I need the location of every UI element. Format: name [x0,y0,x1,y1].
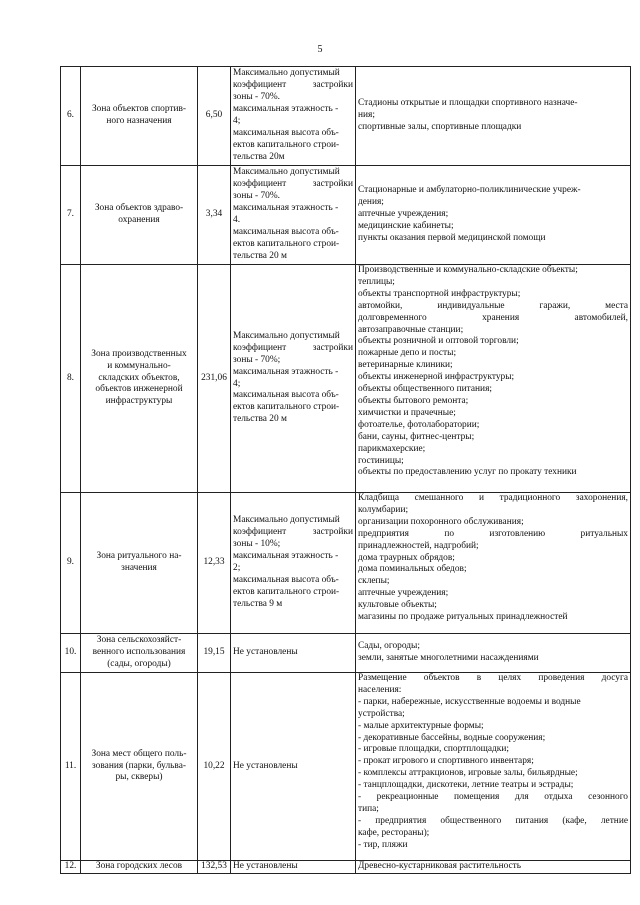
permitted-use-line: - парки, набережные, искусственные водоемы и водные [358,696,581,707]
parameter-line: максимальная этажность - [233,104,339,115]
parameter-line: Не установлены [233,760,298,771]
zone-parameters [231,634,356,673]
table-row [61,67,631,166]
row-number: 8. [61,265,81,493]
zone-name-line: складских объектов, [98,372,180,383]
permitted-use-line: аптечные учреждения; [358,588,449,599]
zone-name [81,67,198,166]
zone-name-line: Зона сельскохозяйст- [96,635,182,646]
permitted-use-line: - тир, пляжи [358,839,408,850]
permitted-use-line: Древесно-кустарниковая растительность [358,861,522,872]
table-row [61,166,631,265]
permitted-use-line: - комплексы аттракционов, игровые залы, бильярдные; [358,768,578,779]
row-number: 7. [61,166,81,265]
parameter-line: тельства 9 м [233,598,283,609]
zone-name [81,166,198,265]
parameter-line: коэффициент застройки [233,527,353,538]
parameter-line: ектов капитального строи- [233,402,340,413]
permitted-use-line: - декоративные бассейны, водные сооружения; [358,732,546,743]
zone-name-line: зования (парки, бульва- [92,760,186,771]
parameter-line: 2; [233,563,241,573]
zone-name-line: значения [121,563,157,573]
parameter-line: максимальная этажность - [233,551,339,562]
row-number: 11. [61,673,81,861]
permitted-use-line: объекты инженерной инфраструктуры; [358,372,515,383]
zone-name-line: Зона производственных [91,348,187,359]
parameter-line: 4; [233,116,241,126]
zone-parameters [231,673,356,861]
permitted-use-line: аптечные учреждения; [358,209,449,220]
zone-parameters [231,67,356,166]
parameter-line: зоны - 70%; [233,354,281,365]
parameter-line: Максимально допустимый [233,68,340,79]
parameter-line: ектов капитального строи- [233,586,340,597]
parameter-line: ектов капитального строи- [233,139,340,150]
permitted-use-line: - рекреационные помещения для отдыха сезонного [358,792,628,803]
permitted-uses [356,634,631,673]
table-row [61,634,631,673]
parameter-line: тельства 20 м [233,414,287,425]
table-row [61,493,631,634]
permitted-use-line: принадлежностей, надгробий; [358,540,479,551]
permitted-use-line: ния; [358,110,375,121]
permitted-use-line: - танцплощадки, дискотеки, летние театры и эстрады; [358,780,574,791]
permitted-use-line: бани, сауны, фитнес-центры; [358,431,475,442]
permitted-use-line: организации похоронного обслуживания; [358,516,524,527]
zones-table [60,66,631,874]
zone-name [81,493,198,634]
permitted-use-line: долговременного хранения автомобилей, [358,312,628,323]
permitted-use-line: дома траурных обрядов; [358,552,455,563]
parameter-line: зоны - 10%; [233,539,281,550]
parameter-line: Не установлены [233,861,298,872]
parameter-line: максимальная высота объ- [233,127,339,138]
zone-area: 19,15 [198,634,231,673]
parameter-line: 4; [233,378,241,389]
parameter-line: Максимально допустимый [233,330,340,341]
permitted-use-line: - малые архитектурные формы; [358,720,484,731]
zone-parameters [231,493,356,634]
parameter-line: коэффициент застройки [233,179,353,190]
zone-area: 231,06 [198,265,231,493]
zone-parameters [231,166,356,265]
parameter-line: Максимально допустимый [233,167,340,178]
permitted-use-line: Сады, огороды; [358,641,420,652]
permitted-use-line: культовые объекты; [358,600,437,611]
table-row [61,673,631,861]
zone-area: 12,33 [198,493,231,634]
permitted-use-line: - предприятия общественного питания (кафе, летние [358,815,628,826]
zone-area: 132,53 [198,861,231,874]
zone-parameters [231,265,356,493]
permitted-use-line: устройства; [358,708,405,719]
row-number: 6. [61,67,81,166]
zone-name-line: охранения [118,215,160,225]
permitted-use-line: земли, занятые многолетними насаждениями [358,653,539,663]
permitted-use-line: объекты бытового ремонта; [358,395,469,406]
permitted-use-line: теплицы; [358,276,395,287]
permitted-use-line: объекты по предоставлению услуг по прокату техники [358,467,577,478]
zone-name-line: объектов инженерной [95,384,183,395]
permitted-use-line: химчистки и прачечные; [358,407,456,418]
zone-area: 3,34 [198,166,231,265]
permitted-use-line: Стадионы открытые и площадки спортивного назначе- [358,98,578,109]
permitted-use-line: - игровые площадки, спортплощадки; [358,744,509,755]
permitted-uses [356,265,631,493]
zone-name-line: (сады, огороды) [107,658,171,669]
zone-area: 10,22 [198,673,231,861]
permitted-use-line: магазины по продаже ритуальных принадлежностей [358,612,568,623]
zone-parameters [231,861,356,874]
row-number: 9. [61,493,81,634]
zone-area: 6,50 [198,67,231,166]
permitted-use-line: типа; [358,803,379,814]
permitted-uses [356,166,631,265]
zone-name-line: Зона объектов спортив- [91,104,187,115]
permitted-use-line: Производственные и коммунально-складские объекты; [358,265,578,275]
parameter-line: Не установлены [233,647,298,658]
parameter-line: зоны - 70%. [233,92,280,103]
table-row [61,265,631,493]
permitted-use-line: автомойки, индивидуальные гаражи, места [358,300,628,311]
permitted-use-line: дома поминальных обедов; [358,564,467,575]
permitted-uses [356,861,631,874]
permitted-use-line: дения; [358,197,384,208]
permitted-uses [356,67,631,166]
parameter-line: максимальная высота объ- [233,226,339,237]
permitted-use-line: Кладбища смешанного и традиционного захоронения, [358,493,628,503]
permitted-use-line: спортивные залы, спортивные площадки [358,121,522,132]
permitted-uses [356,673,631,861]
zone-name-line: инфраструктуры [105,396,173,407]
permitted-use-line: фотоателье, фотолаборатории; [358,419,480,430]
row-number: 10. [61,634,81,673]
row-number: 12. [61,861,81,874]
permitted-use-line: ветеринарные клиники; [358,360,453,371]
permitted-use-line: Размещение объектов в целях проведения досуга [358,673,628,683]
parameter-line: максимальная высота объ- [233,390,339,401]
permitted-use-line: объекты общественного питания; [358,384,492,395]
permitted-use-line: медицинские кабинеты; [358,220,454,231]
permitted-use-line: населения: [358,684,402,695]
parameter-line: 4. [233,215,241,225]
table-row [61,861,631,874]
permitted-use-line: кафе, рестораны); [358,827,430,838]
parameter-line: ектов капитального строи- [233,238,340,249]
permitted-use-line: пожарные депо и посты; [358,348,457,359]
zone-name [81,265,198,493]
zone-name-line: и коммунально- [107,360,171,371]
permitted-use-line: склепы; [358,576,390,587]
permitted-use-line: Стационарные и амбулаторно-поликлинические учреж- [358,185,581,196]
page-number: 5 [317,44,323,55]
parameter-line: Максимально допустимый [233,515,340,526]
permitted-uses [356,493,631,634]
parameter-line: максимальная этажность - [233,203,339,214]
zone-name [81,673,198,861]
zone-name-line: ры, скверы) [115,772,163,783]
parameter-line: коэффициент застройки [233,342,353,353]
zone-name [81,861,198,874]
parameter-line: максимальная высота объ- [233,574,339,585]
permitted-use-line: - прокат игрового и спортивного инвентаря; [358,756,534,767]
parameter-line: тельства 20 м [233,250,287,261]
permitted-use-line: гостиницы; [358,455,404,466]
zone-name [81,634,198,673]
permitted-use-line: объекты транспортной инфраструктуры; [358,288,521,299]
zone-name-line: Зона ритуального на- [96,551,182,562]
zone-name-line: Зона объектов здраво- [94,203,184,214]
permitted-use-line: парикмахерские; [358,443,426,454]
zone-name-line: ного назначения [106,116,172,126]
permitted-use-line: пункты оказания первой медицинской помощи [358,232,546,243]
zone-name-line: Зона мест общего поль- [91,748,187,759]
permitted-use-line: колумбарии; [358,504,409,515]
parameter-line: максимальная этажность - [233,366,339,377]
permitted-use-line: предприятия по изготовлению ритуальных [358,528,628,539]
permitted-use-line: автозаправочные станции; [358,324,464,335]
zone-name-line: Зона городских лесов [95,861,183,872]
parameter-line: тельства 20м [233,151,285,162]
parameter-line: коэффициент застройки [233,80,353,91]
zone-name-line: венного использования [92,647,186,658]
permitted-use-line: объекты розничной и оптовой торговли; [358,336,519,347]
parameter-line: зоны - 70%. [233,191,280,202]
